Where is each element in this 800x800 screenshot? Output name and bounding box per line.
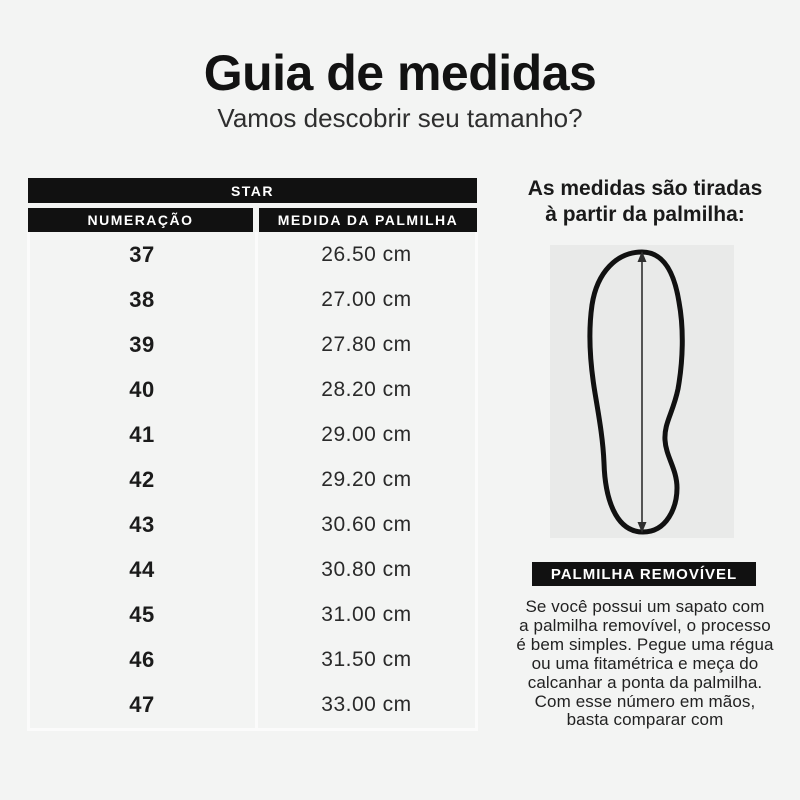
table-row [28, 638, 477, 683]
description-line: é bem simples. Pegue uma régua [516, 634, 774, 654]
table-border-right [475, 232, 478, 731]
description-line: calcanhar a ponta da palmilha. [527, 672, 763, 692]
size-cell: 42 [129, 467, 155, 493]
size-cell: 47 [129, 692, 155, 718]
page-subtitle: Vamos descobrir seu tamanho? [217, 103, 583, 133]
size-cell: 43 [129, 512, 155, 538]
aside-heading-line2: à partir da palmilha: [545, 202, 745, 226]
insole-outline-icon [550, 245, 734, 538]
size-cell: 40 [129, 376, 155, 402]
description-line: ou uma fitamétrica e meça do [531, 653, 759, 673]
table-row [28, 548, 477, 593]
size-table-column-medida-palmilha: MEDIDA DA PALMILHA [259, 208, 477, 232]
insole-measure-cell: 27.80 cm [321, 332, 412, 356]
insole-measure-cell: 31.50 cm [321, 648, 412, 672]
size-cell: 44 [129, 557, 155, 583]
table-row [28, 322, 477, 367]
size-cell: 37 [129, 241, 155, 267]
description-line: Se você possui um sapato com [525, 597, 765, 616]
table-row [28, 277, 477, 322]
insole-illustration [550, 245, 734, 538]
insole-measure-cell: 27.00 cm [321, 287, 412, 311]
size-cell: 45 [129, 602, 155, 628]
insole-measure-cell: 30.80 cm [321, 558, 412, 582]
size-cell: 46 [129, 647, 155, 673]
table-row [28, 593, 477, 638]
description-line: a palmilha removível, o processo [519, 615, 771, 635]
insole-measure-cell: 31.00 cm [321, 603, 412, 627]
table-border-left [27, 232, 30, 731]
insole-measure-cell: 26.50 cm [321, 242, 412, 266]
insole-measure-cell: 28.20 cm [321, 377, 412, 401]
size-table-column-numeracao: NUMERAÇÃO [28, 208, 253, 232]
size-cell: 41 [129, 421, 155, 447]
aside-description [495, 598, 795, 730]
aside-heading-line1: As medidas são tiradas [527, 177, 763, 200]
size-cell: 38 [129, 286, 155, 312]
insole-measure-cell: 33.00 cm [321, 693, 412, 717]
insole-measure-cell: 29.00 cm [321, 422, 412, 446]
description-line: Com esse número em mãos, [534, 691, 756, 711]
insole-measure-cell: 30.60 cm [321, 513, 412, 537]
insole-measure-cell: 29.20 cm [321, 468, 412, 492]
table-row [28, 503, 477, 548]
size-cell: 39 [129, 331, 155, 357]
aside-heading [495, 176, 795, 227]
description-line: basta comparar com [566, 710, 724, 730]
removable-insole-badge: PALMILHA REMOVÍVEL [532, 562, 756, 586]
size-table-brand-header: STAR [28, 178, 477, 203]
table-row [28, 457, 477, 502]
size-table-body [28, 232, 477, 731]
page-title: Guia de medidas [203, 45, 597, 101]
table-row [28, 232, 477, 277]
table-column-divider [255, 232, 258, 731]
table-row [28, 412, 477, 457]
table-row [28, 683, 477, 728]
table-row [28, 367, 477, 412]
